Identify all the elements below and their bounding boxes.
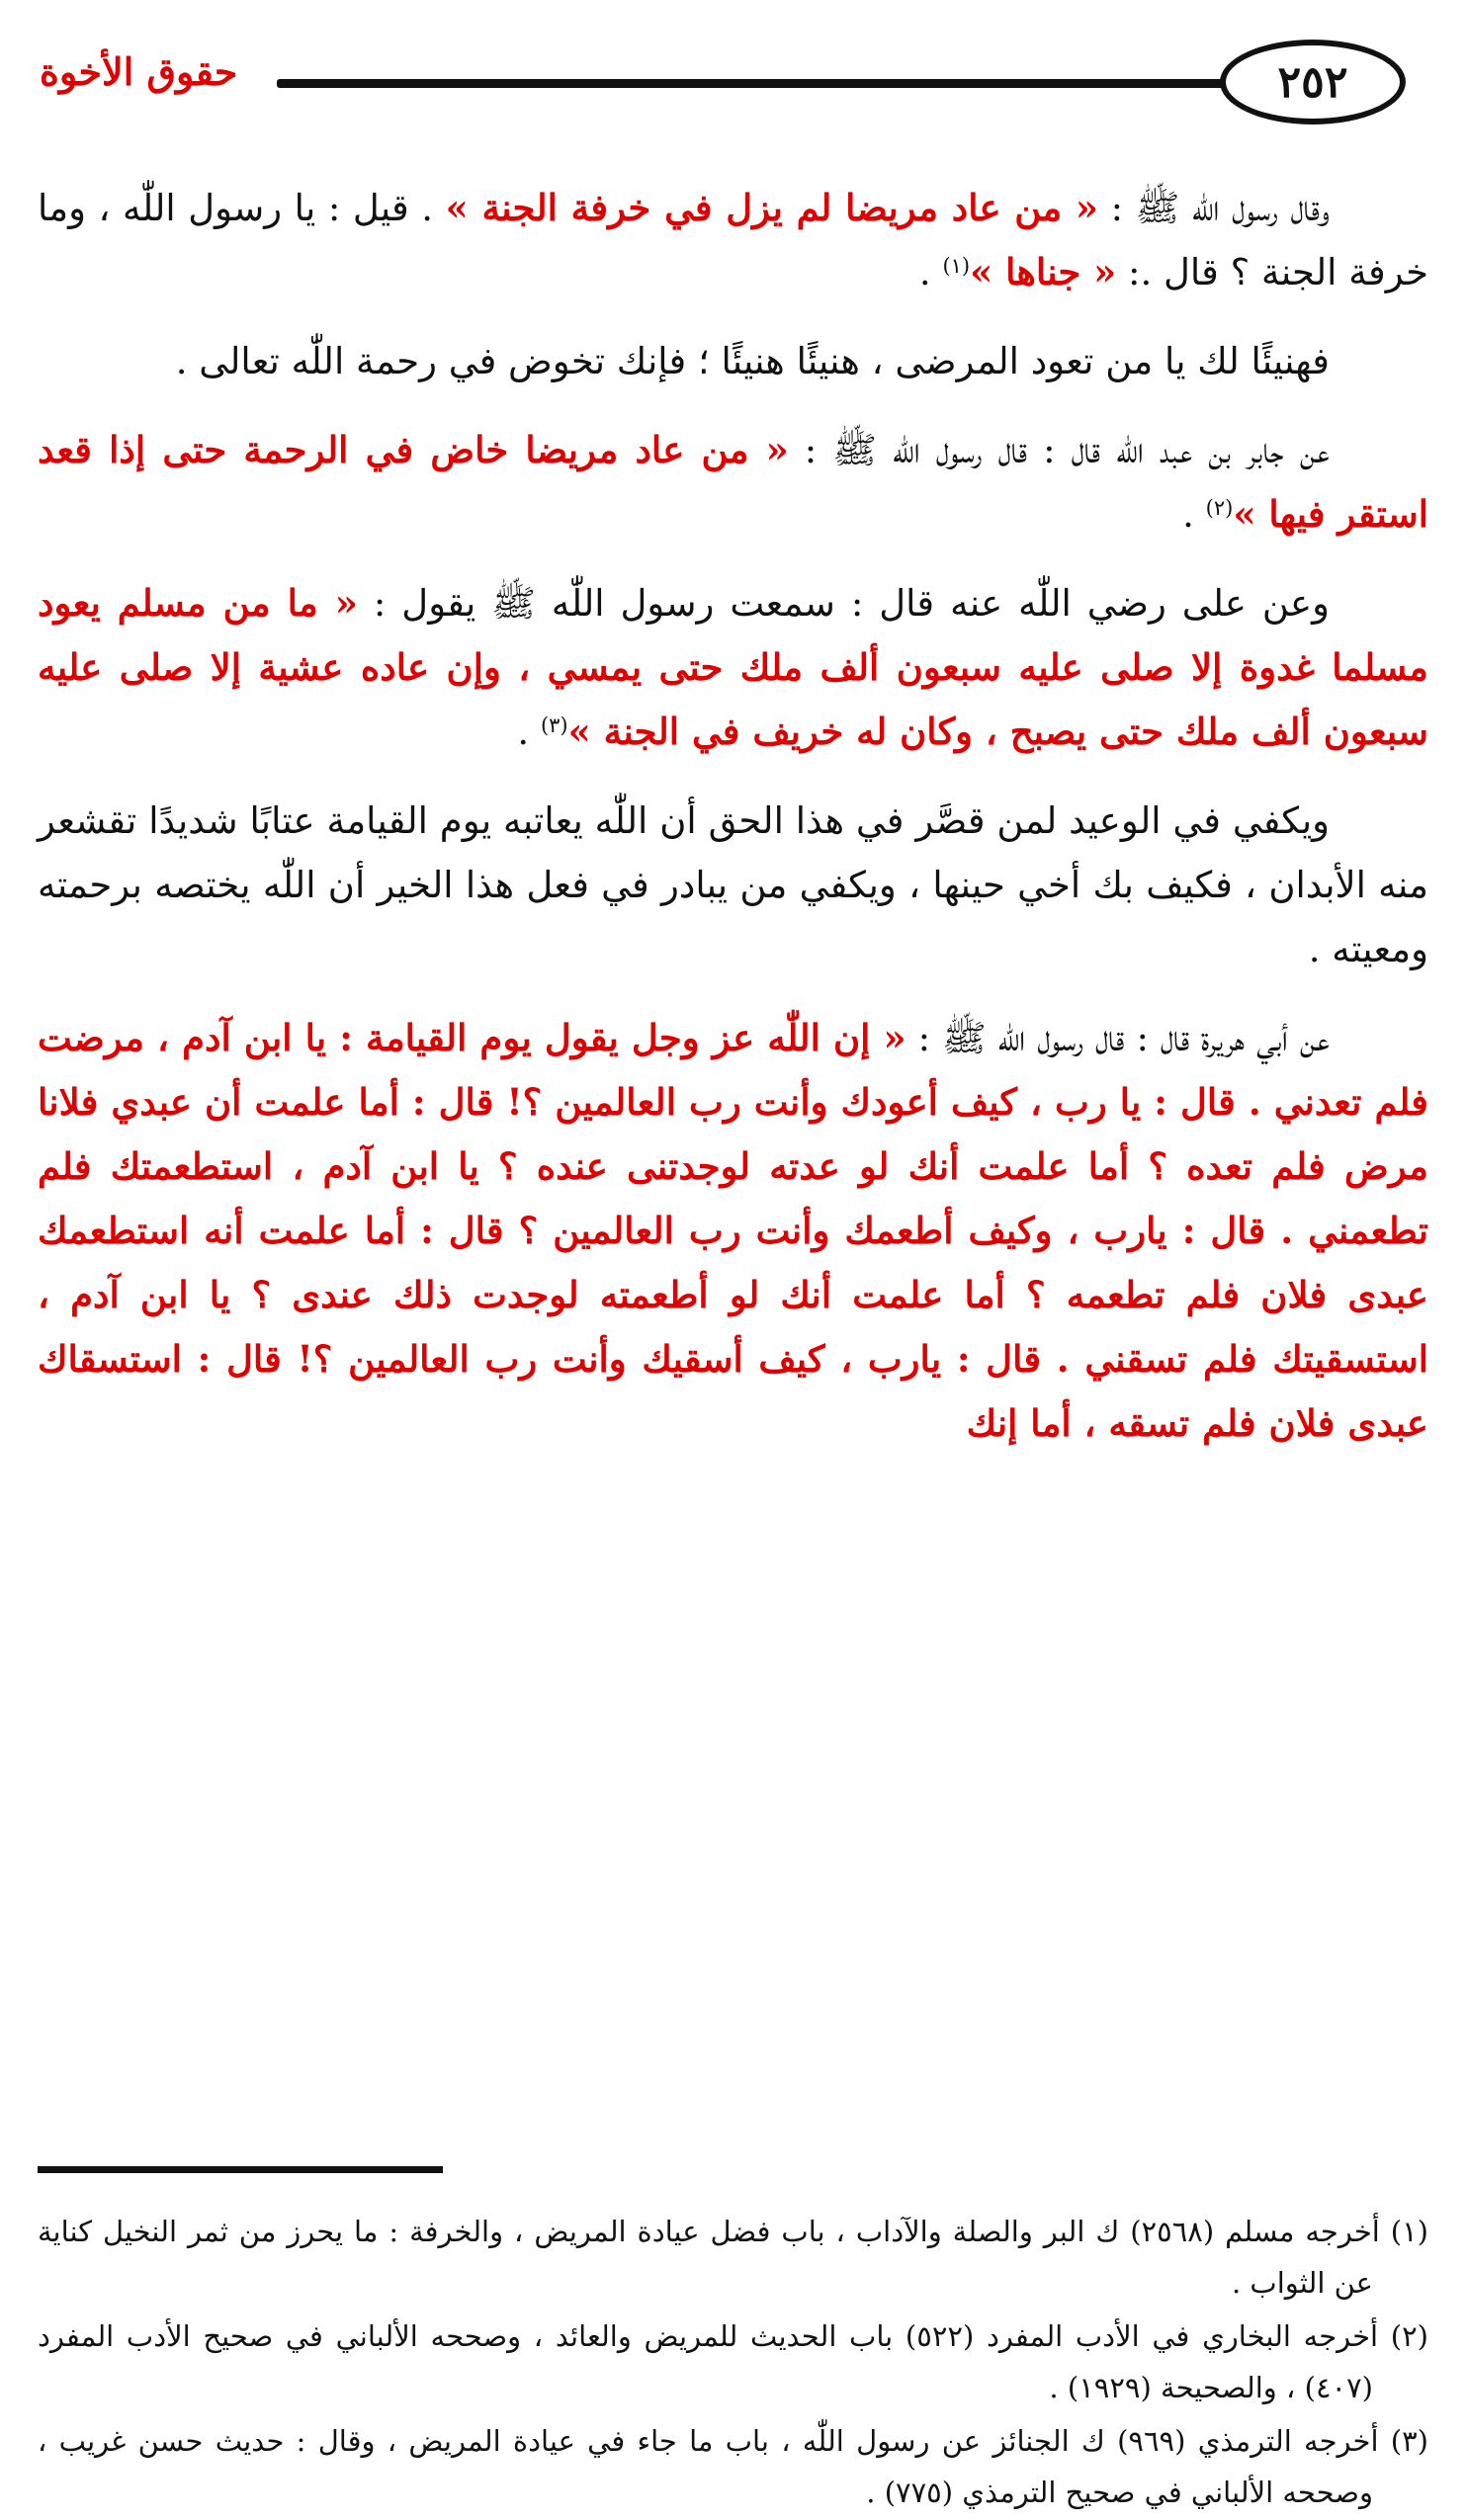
paragraph-text: عن أبي هريرة قال : قال رسول اللّٰه ﷺ : [905, 1017, 1330, 1059]
paragraph-text: . [918, 251, 943, 294]
footnote-marker[interactable]: (٢) [1205, 496, 1234, 520]
hadith-quote: « جناها » [970, 250, 1117, 294]
footnote-marker[interactable]: (١) [942, 254, 971, 278]
paragraph-text: وقال رسول اللّٰه ﷺ : [1098, 187, 1330, 229]
paragraph-text: عن جابر بن عبد اللّٰه قال : قال رسول اللّٰه ﷺ : [788, 429, 1330, 471]
page-number: ٢٥٢ [1277, 56, 1348, 108]
paragraph-text: . [517, 711, 541, 753]
main-text [38, 176, 1428, 1480]
footnote-2: (٢) أخرجه البخاري في الأدب المفرد (٥٢٢) باب الحديث للمريض والعائد ، وصححه الألباني في صحيح الأدب المفرد (٤٠٧) ، والصحيحة (١٩٢٩) . [38, 2319, 1428, 2404]
footnote-1: (١) أخرجه مسلم (٢٥٦٨) ك البر والصلة والآداب ، باب فضل عيادة المريض ، والخرفة : ما يحرز من ثمر النخيل كناية عن الثواب . [38, 2215, 1428, 2300]
paragraph-text: . [1182, 493, 1206, 536]
footnote-separator [38, 2166, 443, 2173]
hadith-quote: « إن اللّٰه عز وجل يقول يوم القيامة : يا ابن آدم ، مرضت فلم تعدني . قال : يا رب ، كيف أعودك وأنت رب العالمين ؟! قال : أما علمت أن عبدي فلانا مرض فلم تعده ؟ أما علمت أنك لو عدته لوجدتنى عنده ؟ يا ابن آدم ، استطعمتك فلم تطعمني . قال : يارب ، وكيف أطعمك وأنت رب العالمين ؟ قال : أما علمت أنه استطعمك عبدى فلان فلم تطعمه ؟ أما علمت أنك لو أطعمته لوجدت ذلك عندى ؟ يا ابن آدم ، استسقيتك فلم تسقني . قال : يارب ، كيف أسقيك وأنت رب العالمين ؟! قال : استسقاك عبدى فلان فلم تسقه ، أما إنك [38, 1016, 1428, 1445]
paragraph-4 [38, 571, 1428, 764]
hadith-quote: « من عاد مريضا لم يزل في خرفة الجنة » [445, 186, 1099, 229]
footnotes [38, 2206, 1428, 2520]
paragraph-5 [38, 789, 1428, 981]
paragraph-6 [38, 1006, 1428, 1456]
paragraph-3 [38, 418, 1428, 546]
running-title: حقوق الأخوة [40, 49, 238, 94]
paragraph-2 [38, 329, 1428, 393]
page-header [40, 40, 1423, 119]
paragraph-1 [38, 176, 1428, 304]
footnote-marker[interactable]: (٣) [540, 714, 568, 737]
hadith-quote: « ما من مسلم يعود مسلما غدوة إلا صلى عليه سبعون ألف ملك حتى يمسي ، وإن عاده عشية إلا صلى عليه سبعون ألف ملك حتى يصبح ، وكان له خريف في الجنة » [38, 581, 1428, 753]
hadith-quote: « من عاد مريضا خاض في الرحمة حتى إذا قعد استقر فيها » [38, 428, 1428, 536]
header-rule [277, 79, 1275, 88]
paragraph-text: وعن على رضي اللّٰه عنه قال : سمعت رسول اللّٰه ﷺ يقول : [357, 582, 1330, 625]
paragraph-text: فهنيئًا لك يا من تعود المرضى ، هنيئًا هنيئًا ؛ فإنك تخوض في رحمة اللّٰه تعالى . [175, 340, 1330, 382]
page-number-badge [1220, 40, 1406, 125]
paragraph-text: ويكفي في الوعيد لمن قصَّر في هذا الحق أن اللّٰه يعاتبه يوم القيامة عتابًا شديدًا تقشعر منه الأبدان ، فكيف بك أخي حينها ، ويكفي من يبادر في فعل هذا الخير أن اللّٰه يختصه برحمته ومعيته . [38, 799, 1428, 970]
footnote-3: (٣) أخرجه الترمذي (٩٦٩) ك الجنائز عن رسول اللّٰه ، باب ما جاء في عيادة المريض ، وقال : حديث حسن غريب ، وصححه الألباني في صحيح الترمذي (٧٧٥) . [38, 2424, 1428, 2509]
paragraph-text: . قيل : يا رسول اللّٰه ، وما خرفة الجنة ؟ قال .: [38, 187, 1428, 294]
